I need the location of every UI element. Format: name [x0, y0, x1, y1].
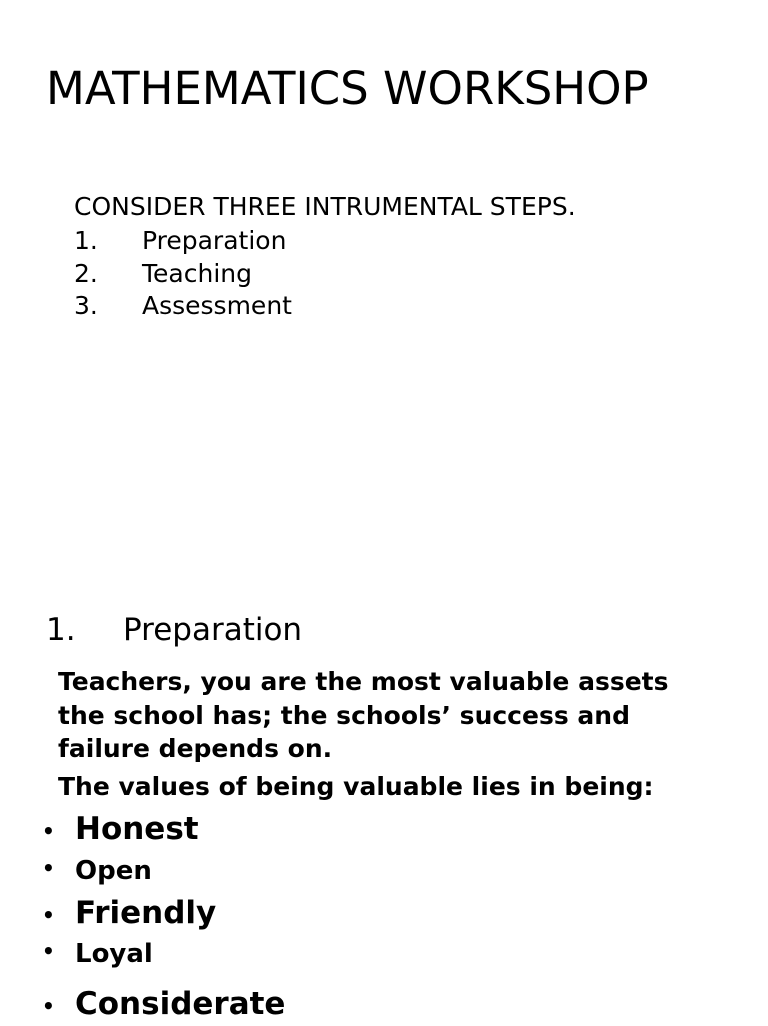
list-item	[42, 854, 152, 888]
list-item	[74, 290, 292, 323]
section-heading	[46, 610, 302, 650]
list-item	[74, 258, 292, 291]
page-title: MATHEMATICS WORKSHOP	[46, 62, 649, 115]
value-label: Loyal	[75, 939, 153, 969]
bullet-icon: •	[42, 819, 55, 843]
list-item-label: Preparation	[142, 226, 287, 255]
list-number: 1.	[74, 226, 98, 255]
section-title: Preparation	[123, 612, 303, 648]
list-item-label: Teaching	[142, 258, 252, 288]
list-item	[42, 893, 216, 933]
bullet-icon: •	[42, 994, 55, 1018]
bullet-icon: •	[42, 856, 55, 880]
bullet-icon: •	[42, 903, 55, 927]
list-item	[42, 937, 153, 971]
list-item	[42, 809, 199, 849]
list-number: 3.	[74, 291, 98, 320]
values-intro: The values of being valuable lies in being:	[58, 772, 654, 801]
value-label: Open	[75, 856, 152, 886]
list-item-label: Assessment	[142, 291, 292, 320]
value-label: Honest	[75, 811, 199, 847]
list-item	[74, 225, 292, 258]
section-number: 1.	[46, 612, 76, 648]
section-paragraph: Teachers, you are the most valuable assets the school has; the schools’ success and failure depends on.	[58, 667, 669, 763]
bullet-icon: •	[42, 939, 55, 963]
value-label: Considerate	[75, 986, 286, 1022]
list-number: 2.	[74, 258, 98, 288]
steps-list	[74, 225, 292, 323]
value-label: Friendly	[75, 895, 217, 931]
list-item	[42, 984, 285, 1024]
intro-heading: CONSIDER THREE INTRUMENTAL STEPS.	[74, 192, 576, 221]
